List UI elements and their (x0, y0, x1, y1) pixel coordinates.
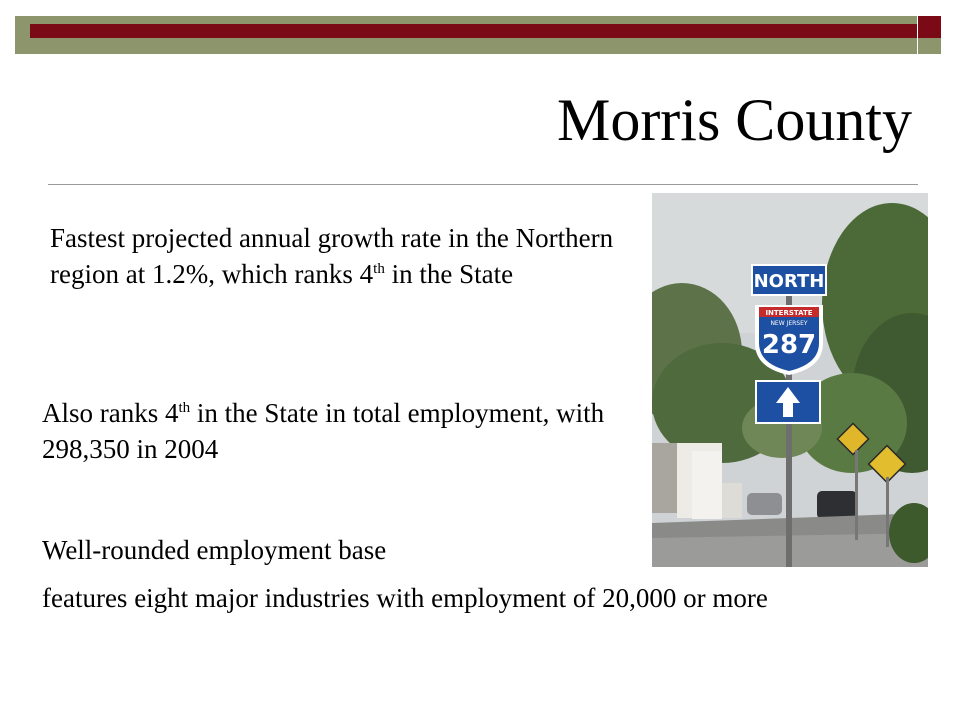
bullet-major-industries: features eight major industries with employment of 20,000 or more (42, 583, 768, 613)
bullet-text: Fastest projected annual growth rate in the Northern region at 1.2%, which ranks 4 (50, 223, 614, 289)
road-sign-photo-illustration (652, 193, 928, 567)
bullet-employment-base: Well-rounded employment base (42, 535, 387, 565)
header-corner-olive (918, 38, 941, 54)
bullet-text: in the State (384, 259, 514, 289)
road-sign-photo (652, 193, 928, 567)
route-number-text: 287 (761, 330, 817, 360)
shield-state-text: NEW JERSEY (770, 320, 808, 327)
slide-title: Morris County (556, 87, 912, 153)
ordinal-suffix: th (373, 261, 385, 277)
ordinal-suffix: th (178, 400, 191, 416)
bullet-employment-rank (42, 395, 642, 467)
bullet-text: Also ranks 4 (42, 398, 179, 428)
header-band-red (30, 24, 917, 38)
north-sign-text: NORTH (753, 271, 825, 292)
title-divider (48, 184, 918, 185)
bullet-growth-rate (50, 220, 650, 292)
bullet-text: in the State in total employment, with 298,350 in 2004 (42, 398, 605, 464)
header-corner-red (918, 16, 941, 38)
shield-top-text: INTERSTATE (765, 309, 813, 317)
